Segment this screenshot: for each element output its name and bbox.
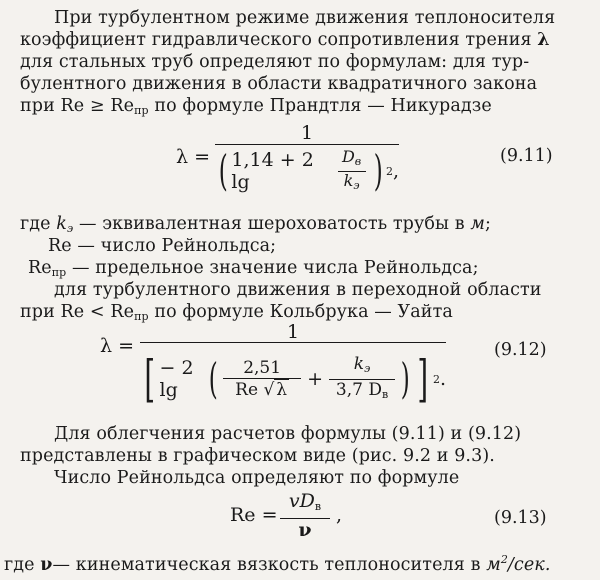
text-line: при $Re < Re_{пр}$ по формуле Кольбрука — Уайта — [20, 302, 453, 323]
definition-line: Re — число Рейнольдса; — [48, 236, 277, 256]
equation-number: (9.11) — [500, 146, 553, 166]
text-line: Для облегчения расчетов формулы (9.11) и (9.12) — [54, 424, 522, 444]
text-line: Число Рейнольдса определяют по формуле — [54, 468, 460, 488]
re-condition: $Re < Re_{пр}$ — [60, 302, 149, 323]
definition-line: $Re_{пр}$ — предельное значение числа Рейнольдса; — [28, 258, 479, 279]
text-line: при $Re \ge Re_{пр}$ по формуле Прандтля — Никурадзе — [20, 96, 492, 117]
equation-number: (9.12) — [494, 340, 547, 360]
text-line: для стальных труб определяют по формулам: для тур- — [20, 52, 530, 72]
text-line: булентного движения в области квадратичного закона — [20, 74, 538, 94]
re-condition: $Re \ge Re_{пр}$ — [60, 96, 149, 117]
equation-number: (9.13) — [494, 508, 547, 528]
text-line: представлены в графическом виде (рис. 9.2 и 9.3). — [20, 446, 495, 466]
text-line: для турбулентного движения в переходной области — [54, 280, 542, 300]
definition-line: где $k_э$ — эквивалентная шероховатость трубы в м; — [20, 214, 491, 235]
definition-line: где ν— кинематическая вязкость теплоносителя в $м^2$/сек. — [4, 553, 551, 575]
text-line: коэффициент гидравлического сопротивления трения λ — [20, 30, 550, 50]
lambda-symbol: λ — [537, 30, 550, 50]
text-line: При турбулентном режиме движения теплоносителя — [54, 8, 556, 28]
textbook-page: При турбулентном режиме движения теплоносителя коэффициент гидравлического сопротивления трения λ для стальных труб определяют по формулам: для тур- булентного движения в области квадратичного закона при $Re \ge Re_{пр}$ по формуле Прандтля — Никурадзе λ = 1 ( 1,14 + 2 lg $D_в$ $k_э$ ) 2 , (9.11) где $k_э$ — эквивалентная шероховатость трубы в м; Re — число Рейнольдса; $Re_{пр}$ — предельное значение числа Рейнольдса; для турбулентного движения в переходной области при $Re < Re_{пр}$ по формуле Кольбрука — Уайта λ = 1 [ − 2 lg ( 2,51 Re √ λ + $k_э$ 3,7 $D_в$ ) ] 2 . (9.12) Для облегчения расчетов формулы (9.11) и (9.12) представлены в графическом виде (рис. 9.2 и 9.3). Число Рейнольдса определяют по формуле Re = $vD_в$ ν , (9.13) где ν— кинематическая вязкость теплоносителя в $м^2$/сек. — [0, 0, 600, 580]
